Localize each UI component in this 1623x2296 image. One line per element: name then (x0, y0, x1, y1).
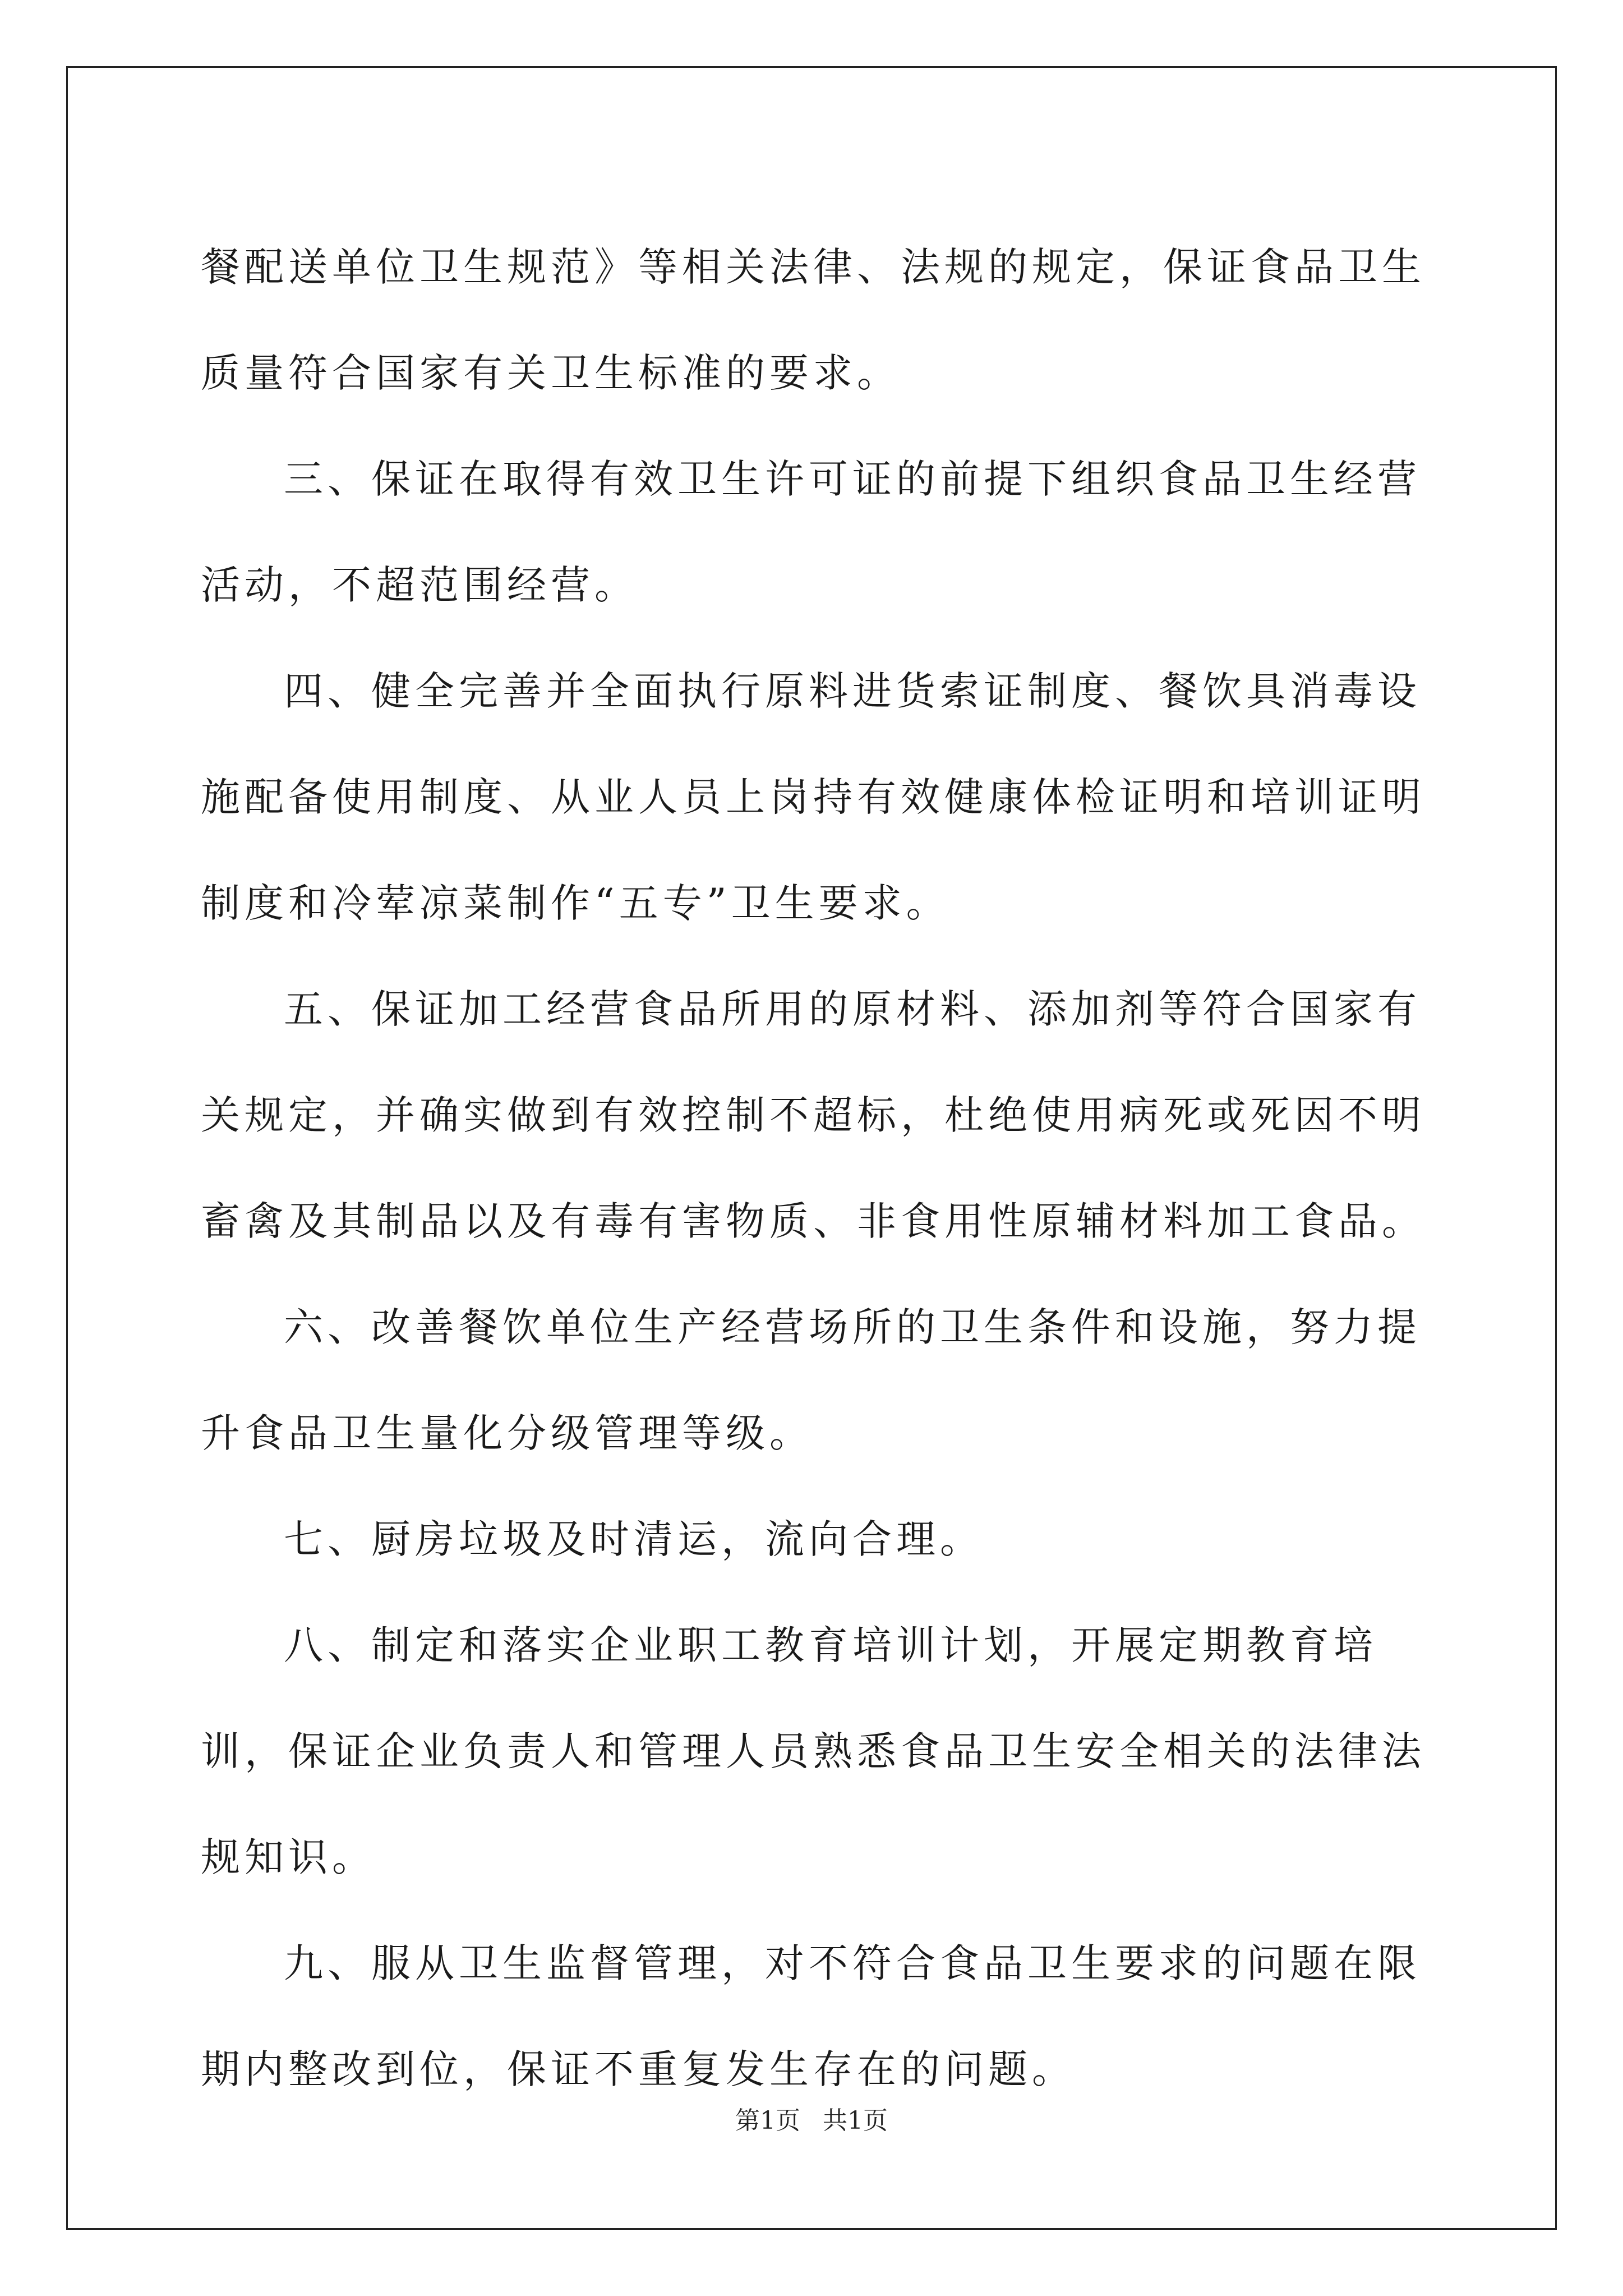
page-number: 第1页 (735, 2106, 800, 2135)
paragraph-item-8: 八、制定和落实企业职工教育培训计划，开展定期教育培训，保证企业负责人和管理人员熟悉食品卫生安全相关的法律法规知识。 (201, 1622, 1426, 1880)
paragraph-item-5: 五、保证加工经营食品所用的原材料、添加剂等符合国家有关规定，并确实做到有效控制不超标，杜绝使用病死或死因不明畜禽及其制品以及有毒有害物质、非食用性原辅材料加工食品。 (201, 986, 1426, 1244)
paragraph-item-6: 六、改善餐饮单位生产经营场所的卫生条件和设施，努力提升食品卫生量化分级管理等级。 (201, 1304, 1421, 1456)
paragraph-continuation: 餐配送单位卫生规范》等相关法律、法规的规定，保证食品卫生质量符合国家有关卫生标准的要求。 (201, 244, 1426, 396)
paragraph-item-9: 九、服从卫生监督管理，对不符合食品卫生要求的问题在限期内整改到位，保证不重复发生存在的问题。 (201, 1940, 1421, 2092)
page-footer (0, 2100, 1623, 2136)
page-total: 共1页 (823, 2106, 888, 2135)
paragraph-item-4: 四、健全完善并全面执行原料进货索证制度、餐饮具消毒设施配备使用制度、从业人员上岗持有效健康体检证明和培训证明制度和冷荤凉菜制作“五专”卫生要求。 (201, 668, 1426, 926)
document-body (201, 214, 1435, 2123)
paragraph-item-3: 三、保证在取得有效卫生许可证的前提下组织食品卫生经营活动，不超范围经营。 (201, 456, 1421, 608)
paragraph-item-7: 七、厨房垃圾及时清运，流向合理。 (284, 1516, 984, 1562)
